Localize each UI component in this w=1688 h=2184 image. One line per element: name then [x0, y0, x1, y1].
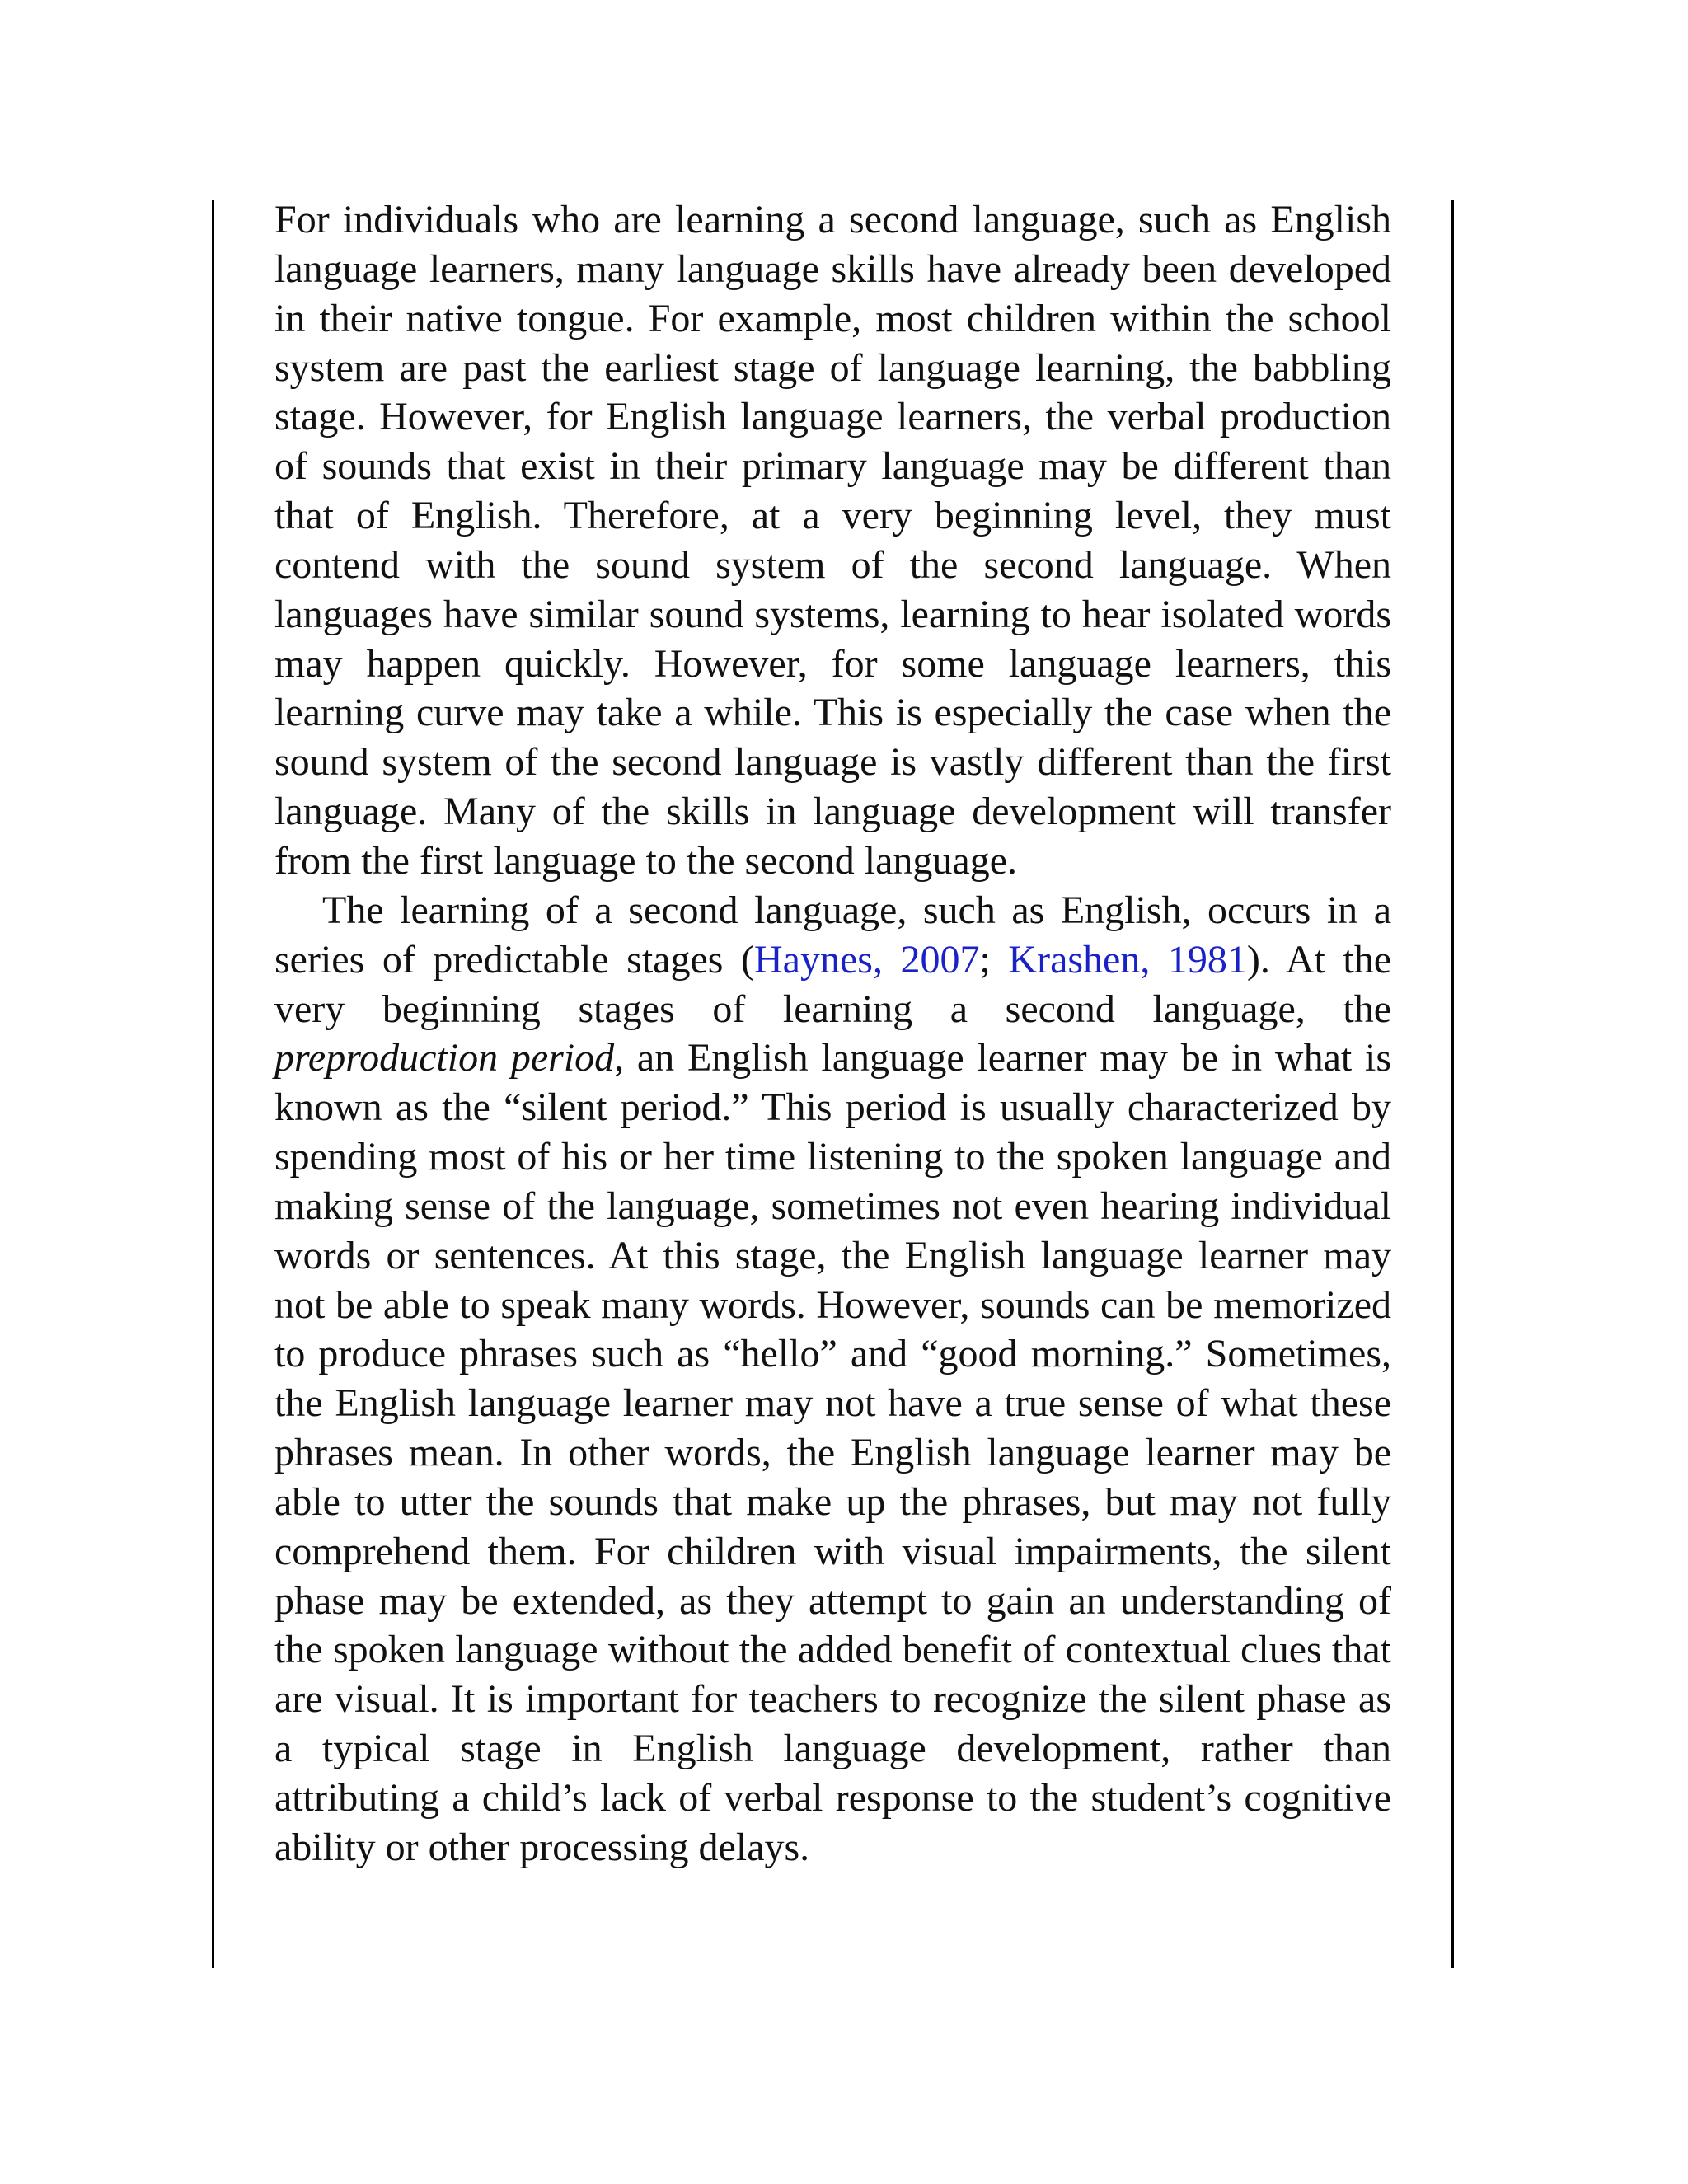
- left-margin-rule: [212, 200, 214, 1968]
- paragraph-1: [274, 195, 1391, 886]
- paragraph-1-text: For individuals who are learning a second language, such as English language learners, many language skills have already been developed in their native tongue. For example, most children within the school system are past the earliest stage of language learning, the babbling stage. However, for English language learners, the verbal production of sounds that exist in their primary language may be different than that of English. Therefore, at a very beginning level, they must contend with the sound system of the second language. When languages have similar sound systems, learning to hear isolated words may happen quickly. However, for some language learners, this learning curve may take a while. This is especially the case when the sound system of the second language is vastly different than the first language. Many of the skills in language development will transfer from the first language to the second language.: [274, 198, 1391, 883]
- citation-separator: ;: [979, 937, 1009, 982]
- paragraph-2-intro: The learning of a second language, such as English, occurs in a series of predictable stages (: [274, 888, 1391, 982]
- italic-term: preproduction period: [274, 1036, 615, 1080]
- paragraph-2-rest: , an English language learner may be in what is known as the “silent period.” This period is usually characterized by spending most of his or her time listening to the spoken language and making sense of the language, sometimes not even hearing individual words or sentences. At this stage, the English language learner may not be able to speak many words. However, sounds can be memorized to produce phrases such as “hello” and “good morning.” Sometimes, the English language learner may not have a true sense of what these phrases mean. In other words, the English language learner may be able to utter the sounds that make up the phrases, but may not fully comprehend them. For children with visual impairments, the silent phase may be extended, as they attempt to gain an understanding of the spoken language without the added benefit of contextual clues that are visual. It is important for teachers to recognize the silent phase as a typical stage in English language development, rather than attributing a child’s lack of verbal response to the student’s cognitive ability or other processing delays.: [274, 1036, 1391, 1869]
- citation-link-haynes[interactable]: Haynes, 2007: [754, 937, 980, 982]
- paragraph-2: [274, 886, 1391, 1872]
- right-margin-rule: [1451, 200, 1454, 1968]
- citation-link-krashen[interactable]: Krashen, 1981: [1008, 937, 1247, 982]
- paragraph-2-after-citations: ). At the very beginning stages of learning a second language, the: [274, 937, 1392, 1031]
- body-text: [274, 195, 1391, 1872]
